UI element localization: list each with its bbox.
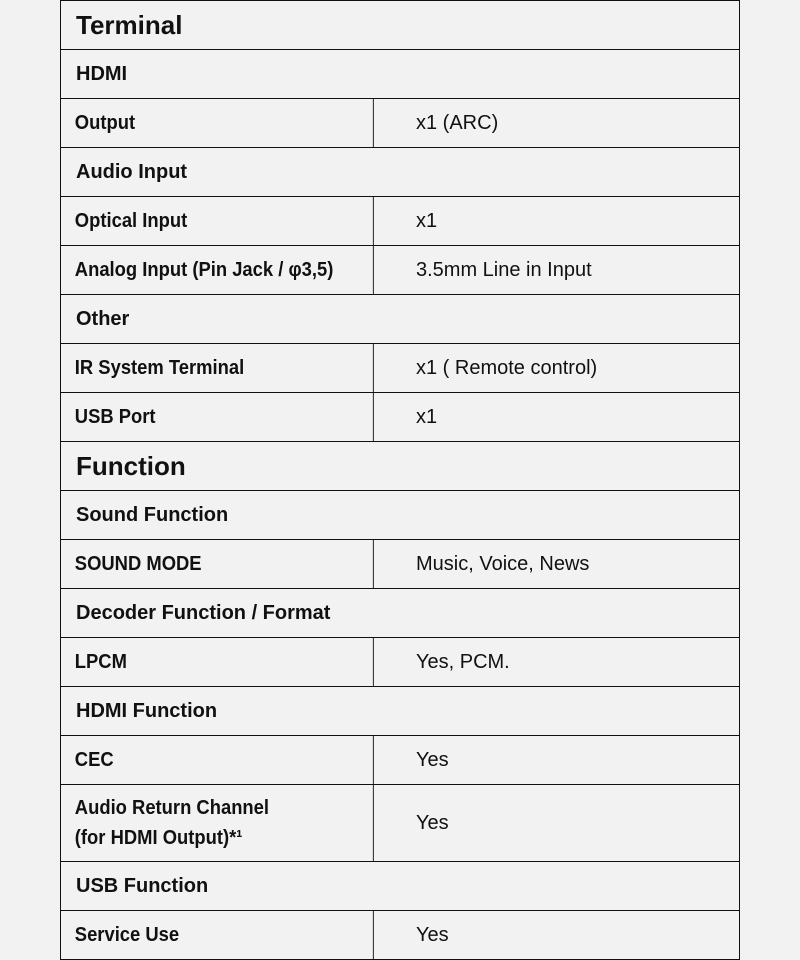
group-header-hdmi-function: [61, 687, 739, 736]
group-header-sound-function: [61, 491, 739, 540]
spec-row-ir-system-terminal: [61, 344, 739, 393]
spec-row-usb-port: [61, 393, 739, 442]
spec-value: x1: [416, 405, 438, 428]
section-header-terminal: [61, 1, 739, 50]
spec-value: x1 ( Remote control): [416, 356, 598, 379]
group-header-decoder-function: [61, 589, 739, 638]
spec-row-lpcm: [61, 638, 739, 687]
spec-label: IR System Terminal: [61, 344, 374, 392]
spec-value: Yes, PCM.: [416, 650, 510, 673]
spec-row-output: [61, 99, 739, 148]
spec-label: Output: [61, 99, 374, 147]
group-title: Decoder Function / Format: [76, 601, 331, 624]
group-title: Other: [76, 307, 130, 330]
group-header-usb-function: [61, 862, 739, 911]
spec-label: Service Use: [61, 911, 374, 959]
spec-label: SOUND MODE: [61, 540, 374, 588]
spec-label: CEC: [61, 736, 374, 784]
group-title: Audio Input: [76, 160, 188, 183]
group-header-hdmi: [61, 50, 739, 99]
group-title: USB Function: [76, 874, 209, 897]
spec-value: Music, Voice, News: [416, 552, 590, 575]
spec-table: [60, 0, 740, 960]
section-header-function: [61, 442, 739, 491]
spec-value: 3.5mm Line in Input: [416, 258, 592, 281]
spec-label: USB Port: [61, 393, 374, 441]
group-header-audio-input: [61, 148, 739, 197]
group-title: HDMI Function: [76, 699, 218, 722]
spec-label: LPCM: [61, 638, 374, 686]
spec-label: Analog Input (Pin Jack / φ3,5): [61, 246, 374, 294]
group-title: Sound Function: [76, 503, 229, 526]
group-title: HDMI: [76, 62, 128, 85]
spec-row-audio-return-channel: [61, 785, 739, 862]
spec-label: Optical Input: [61, 197, 374, 245]
group-header-other: [61, 295, 739, 344]
spec-row-optical-input: [61, 197, 739, 246]
spec-row-cec: [61, 736, 739, 785]
spec-value: x1: [416, 209, 438, 232]
spec-row-service-use: [61, 911, 739, 959]
section-title: Function: [76, 450, 186, 481]
spec-value: Yes: [416, 748, 449, 771]
section-title: Terminal: [76, 9, 183, 40]
spec-label-line1: Audio Return Channel: [74, 797, 270, 819]
spec-label: [61, 785, 374, 861]
spec-row-analog-input: [61, 246, 739, 295]
spec-value: Yes: [416, 811, 449, 834]
spec-value: Yes: [416, 923, 449, 946]
spec-row-sound-mode: [61, 540, 739, 589]
spec-label-line2: (for HDMI Output)*¹: [74, 827, 243, 849]
spec-value: x1 (ARC): [416, 111, 499, 134]
